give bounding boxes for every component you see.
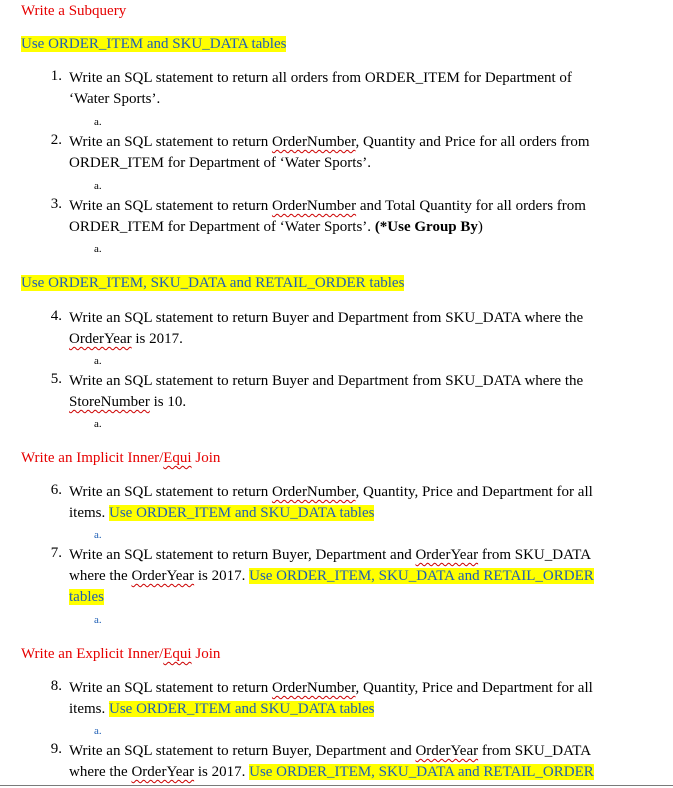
answer-placeholder: a.	[94, 116, 102, 128]
list-item: 8. Write an SQL statement to return OrderNumber, Quantity, Price and Department for all items. Use ORDER_ITEM and SKU_DATA tables	[50, 678, 593, 717]
list-item: 6. Write an SQL statement to return OrderNumber, Quantity, Price and Department for all items. Use ORDER_ITEM and SKU_DATA tables	[50, 482, 593, 521]
subquery-note-2: Use ORDER_ITEM, SKU_DATA and RETAIL_ORDER tables	[21, 275, 405, 291]
list-item: 2. Write an SQL statement to return OrderNumber, Quantity and Price for all orders from ORDER_ITEM for Department of ‘Water Sports’.	[50, 132, 590, 171]
list-item: 1. Write an SQL statement to return all orders from ORDER_ITEM for Department of ‘Water Sports’.	[50, 68, 572, 107]
answer-placeholder: a.	[94, 529, 102, 541]
list-item: 7. Write an SQL statement to return Buyer, Department and OrderYear from SKU_DATA where the OrderYear is 2017. Use ORDER_ITEM, SKU_DATA and RETAIL_ORDER tables	[50, 545, 594, 605]
subquery-note-1: Use ORDER_ITEM and SKU_DATA tables	[21, 36, 287, 52]
list-item: 5. Write an SQL statement to return Buyer and Department from SKU_DATA where the StoreNumber is 10.	[50, 371, 584, 410]
answer-placeholder: a.	[94, 180, 102, 192]
list-item: 9. Write an SQL statement to return Buyer, Department and OrderYear from SKU_DATA where the OrderYear is 2017. Use ORDER_ITEM, SKU_DATA and RETAIL_ORDER	[50, 741, 594, 780]
answer-placeholder: a.	[94, 725, 102, 737]
page-bottom-rule	[0, 785, 673, 786]
answer-placeholder: a.	[94, 418, 102, 430]
answer-placeholder: a.	[94, 355, 102, 367]
implicit-join-heading: Write an Implicit Inner/Equi Join	[21, 450, 221, 466]
list-item: 3. Write an SQL statement to return OrderNumber and Total Quantity for all orders from ORDER_ITEM for Department of ‘Water Sports’. (*Use Group By)	[50, 196, 586, 235]
list-item: 4. Write an SQL statement to return Buyer and Department from SKU_DATA where the OrderYear is 2017.	[50, 308, 584, 347]
subquery-heading: Write a Subquery	[21, 3, 127, 19]
answer-placeholder: a.	[94, 614, 102, 626]
explicit-join-heading: Write an Explicit Inner/Equi Join	[21, 646, 221, 662]
answer-placeholder: a.	[94, 243, 102, 255]
